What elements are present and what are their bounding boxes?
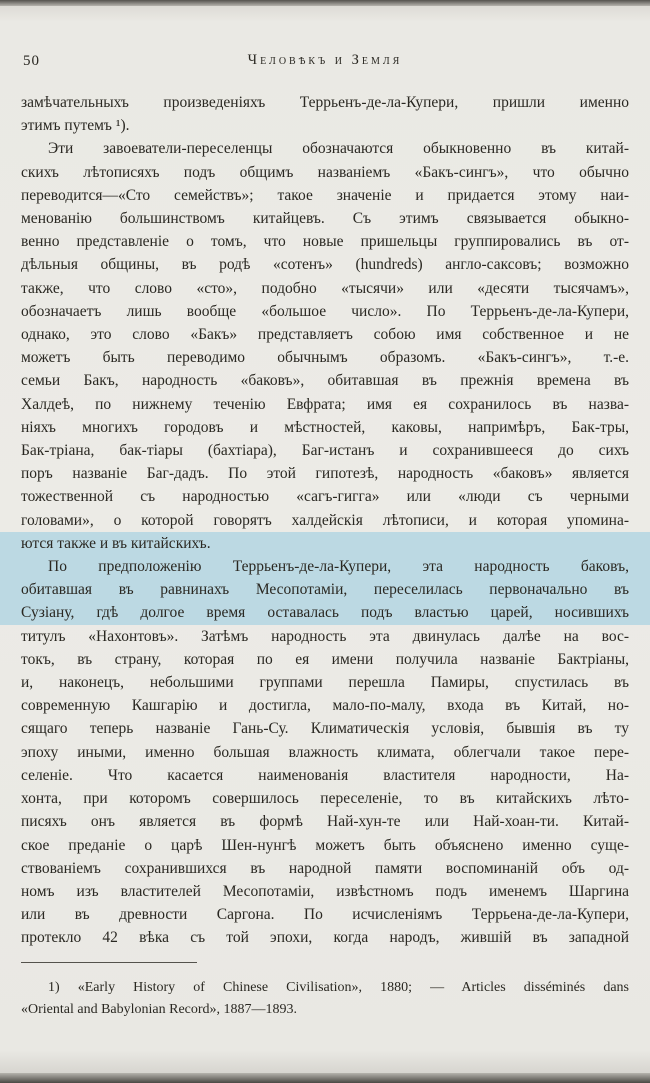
text-line: тожественной съ народностью «сагъ-гигга» или «люди съ черными — [21, 488, 629, 506]
scan-edge-top — [0, 0, 650, 6]
text-line: ются также и въ китайскихъ. — [0, 532, 650, 555]
paragraph — [21, 91, 629, 137]
text-line: также, что слово «сто», подобно «тысячи» или «десяти тысячамъ», — [21, 279, 629, 297]
text-line: менованію большинствомъ китайцевъ. Съ этимъ связывается обыкно- — [21, 210, 629, 228]
text-line: эпоху иными, именно большая влажность климата, облегчали такое пере- — [21, 743, 629, 761]
paragraph — [21, 555, 629, 949]
text-line: ніяхъ многихъ городовъ и мѣстностей, каковы, напримѣръ, Бак-тры, — [21, 418, 629, 436]
page-header — [21, 52, 629, 74]
text-line: ствованіемъ сохранившихся въ народной памяти воспоминаній объ од- — [21, 859, 629, 877]
text-line: селеніе. Что касается наименованія властителя народности, На- — [21, 766, 629, 784]
text-line: номъ изъ властителей Месопотаміи, извѣстномъ подъ именемъ Шаргина — [21, 882, 629, 900]
text-line: ское преданіе о царѣ Шен-нунгѣ можетъ быть объяснено именно суще- — [21, 836, 629, 854]
text-line: замѣчательныхъ произведеніяхъ Террьенъ-де-ла-Купери, пришли именно — [21, 94, 629, 111]
text-line: дѣльныя общины, въ родѣ «сотенъ» (hundreds) англо-саксовъ; возможно — [21, 256, 629, 274]
text-line: и, наконецъ, небольшими группами перешла Памиры, спустилась въ — [21, 674, 629, 692]
text-line: семьи Бакъ, народность «баковъ», обитавшая въ прежнія времена въ — [21, 372, 629, 390]
text-line: сящаго теперь названіе Гань-Су. Климатическія условія, бывшія въ ту — [21, 720, 629, 738]
footnote-line: 1) «Early History of Chinese Civilisation», 1880; — Articles disséminés dans — [48, 980, 629, 995]
paragraph — [21, 137, 629, 555]
text-line: Сузіану, гдѣ долгое время оставалась подъ властью царей, носившихъ — [0, 601, 650, 624]
scan-edge-bottom — [0, 1073, 650, 1083]
page-body — [21, 91, 629, 950]
text-line: хонта, при которомъ совершилось переселеніе, то въ китайскихъ лѣто- — [21, 790, 629, 808]
text-line: скихъ лѣтописяхъ подъ общимъ названіемъ «Бакъ-сингъ», что обычно — [21, 163, 629, 181]
text-line: Халдеѣ, по нижнему теченію Евфрата; имя ея сохранилось въ назва- — [21, 395, 629, 413]
text-line: переводится—«Сто семействъ»; такое значеніе и придается этому наи- — [21, 186, 629, 204]
text-line: современную Кашгарію и достигла, мало-по-малу, входа въ Китай, но- — [21, 697, 629, 715]
text-line: можетъ быть переводимо обычнымъ образомъ. «Бакъ-сингъ», т.-е. — [21, 349, 629, 367]
text-line: или въ древности Саргона. По исчисленіямъ Террьена-де-ла-Купери, — [21, 906, 629, 924]
text-line: венно представленіе о томъ, что новые пришельцы группировались въ от- — [21, 233, 629, 251]
text-line: титулъ «Нахонтовъ». Затѣмъ народность эта двинулась далѣе на вос- — [21, 627, 629, 645]
page-number: 50 — [23, 53, 40, 69]
text-line: однако, это слово «Бакъ» представляетъ собою имя собственное и не — [21, 326, 629, 344]
text-line: По предположенію Террьенъ-де-ла-Купери, эта народность баковъ, — [0, 555, 650, 578]
footnote-line: «Oriental and Babylonian Record», 1887—1893. — [21, 1002, 298, 1017]
text-line: Бак-тріана, бак-тіары (бахтіара), Баг-истанъ и сохранившееся до сихъ — [21, 442, 629, 460]
text-line: токъ, въ страну, которая по ея имени получила названіе Бактріаны, — [21, 650, 629, 668]
text-line: обитавшая въ равнинахъ Месопотаміи, переселилась первоначально въ — [0, 578, 650, 601]
text-line: этимъ путемъ ¹). — [21, 117, 130, 135]
footnote-separator — [21, 962, 197, 963]
text-line: протекло 42 вѣка съ той эпохи, когда народъ, жившій въ западной — [21, 929, 629, 947]
text-line: обозначаетъ лишь вообще «большое число». По Террьенъ-де-ла-Купери, — [21, 302, 629, 320]
text-line: писяхъ онъ является въ формѣ Най-хун-те или Най-хоан-ти. Китай- — [21, 813, 629, 831]
text-line: поръ названіе Баг-дадъ. По этой гипотезѣ, народность «баковъ» является — [21, 465, 629, 483]
footnote — [21, 977, 629, 1021]
text-line: Эти завоеватели-переселенцы обозначаются обыкновенно въ китай- — [48, 140, 629, 158]
running-title: Человѣкъ и Земля — [247, 52, 403, 68]
text-line: головами», о которой говорятъ халдейскія лѣтописи, и которая упомина- — [21, 511, 629, 529]
